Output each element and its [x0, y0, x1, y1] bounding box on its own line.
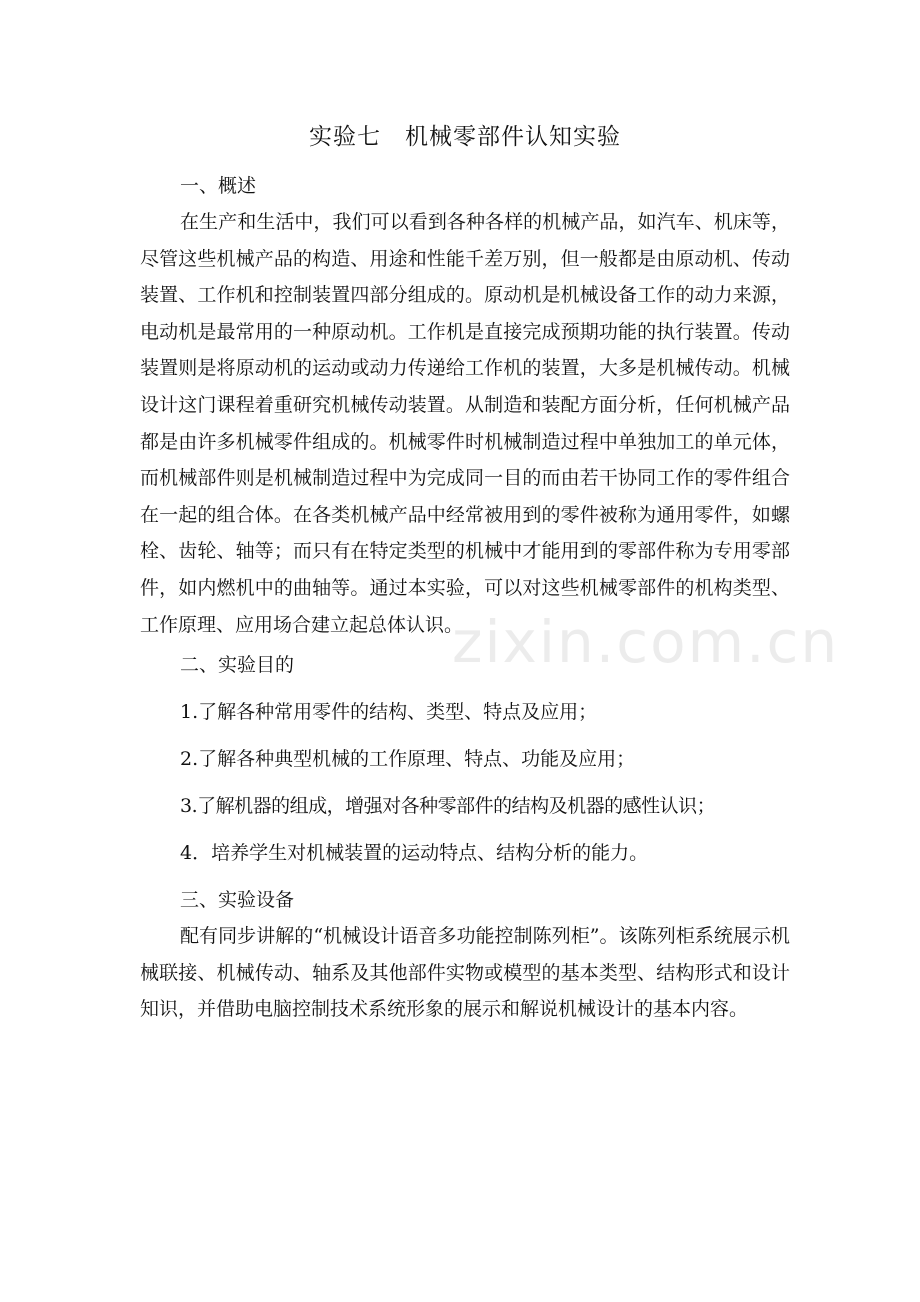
- purpose-item-2: 2.了解各种典型机械的工作原理、特点、功能及应用；: [180, 748, 636, 771]
- document-page: [140, 110, 790, 1028]
- section-heading-equipment: 三、实验设备: [180, 889, 295, 912]
- section-heading-purpose: 二、实验目的: [180, 654, 295, 677]
- overview-paragraph: 在生产和生活中，我们可以看到各种各样的机械产品，如汽车、机床等，尽管这些机械产品的构造、用途和性能千差万别，但一般都是由原动机、传动装置、工作机和控制装置四部分组成的。原动机是机械设备工作的动力来源，电动机是最常用的一种原动机。工作机是直接完成预期功能的执行装置。传动装置则是将原动机的运动或动力传递给工作机的装置，大多是机械传动。机械设计这门课程着重研究机械传动装置。从制造和装配方面分析，任何机械产品都是由许多机械零件组成的。机械零件时机械制造过程中单独加工的单元体，而机械部件则是机械制造过程中为完成同一目的而由若干协同工作的零件组合在一起的组合体。在各类机械产品中经常被用到的零件被称为通用零件，如螺栓、齿轮、轴等；而只有在特定类型的机械中才能用到的零部件称为专用零部件，如内燃机中的曲轴等。通过本实验，可以对这些机械零部件的机构类型、工作原理、应用场合建立起总体认识。: [140, 211, 790, 636]
- purpose-item-4: 4．培养学生对机械装置的运动特点、结构分析的能力。: [180, 842, 649, 865]
- purpose-item-1: 1.了解各种常用零件的结构、类型、特点及应用；: [180, 701, 598, 724]
- section-heading-overview: 一、概述: [180, 175, 257, 197]
- equipment-paragraph: 配有同步讲解的“机械设计语音多功能控制陈列柜”。该陈列柜系统展示机械联接、机械传动、轴系及其他部件实物或模型的基本类型、结构形式和设计知识，并借助电脑控制技术系统形象的展示和解说机械设计的基本内容。: [140, 925, 790, 1021]
- purpose-item-3: 3.了解机器的组成，增强对各种零部件的结构及机器的感性认识；: [180, 795, 716, 818]
- watermark: zixin.com.cn: [452, 608, 840, 676]
- page-title: 实验七 机械零部件认知实验: [309, 124, 621, 150]
